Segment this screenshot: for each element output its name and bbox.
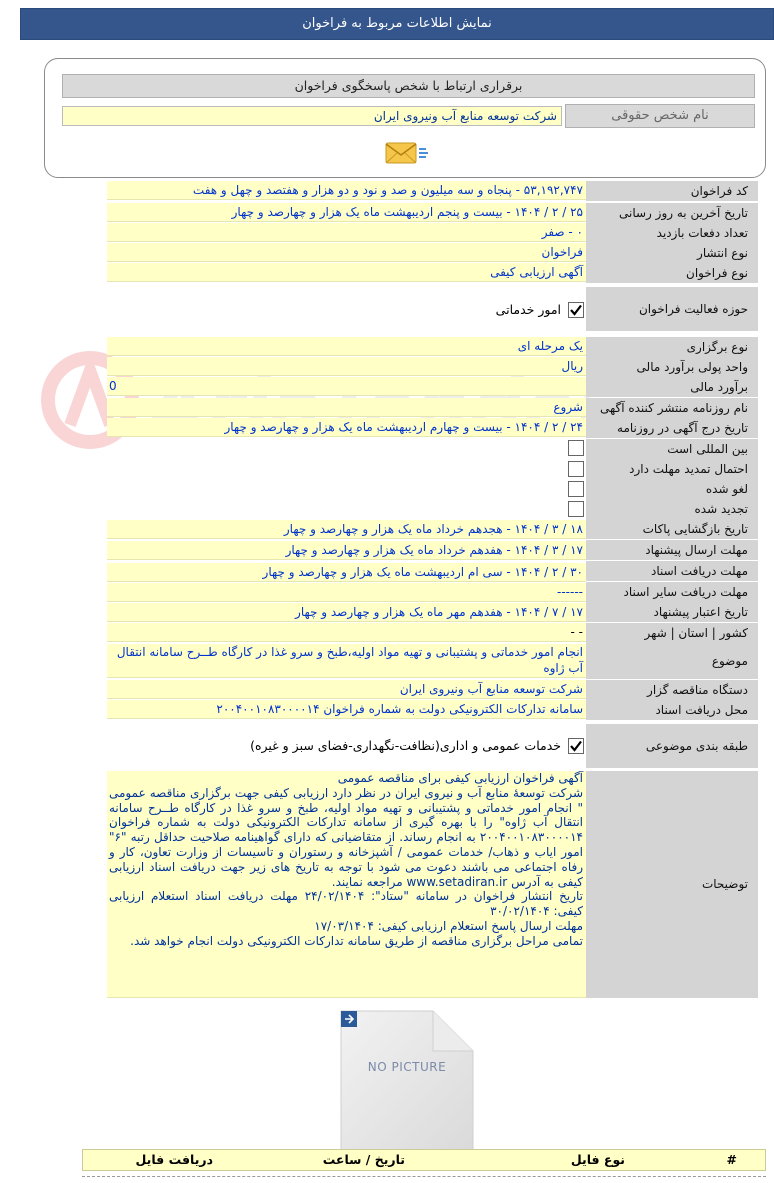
organizer-label: دستگاه مناقصه گزار: [586, 680, 758, 700]
subject-label: موضوع: [586, 643, 758, 679]
col-download: دریافت فایل: [135, 1152, 213, 1167]
validity-label: تاریخ اعتبار پیشنهاد: [586, 602, 758, 622]
call-type-label: نوع فراخوان: [586, 263, 758, 283]
organizer-value: شرکت توسعه منابع آب ونیروی ایران: [107, 680, 586, 699]
activity-value: امور خدماتی: [495, 302, 561, 317]
location-label: کشور | استان | شهر: [586, 623, 758, 643]
publish-type-value: فراخوان: [107, 243, 586, 262]
envelope-icon[interactable]: [384, 138, 430, 168]
newspaper-date-label: تاریخ درج آگهی در روزنامه: [586, 418, 758, 438]
cancelled-label: لغو شده: [586, 479, 758, 499]
doc-place-value: سامانه تدارکات الکترونیکی دولت به شماره فراخوان ۲۰۰۴۰۰۱۰۸۳۰۰۰۰۱۴: [107, 700, 586, 719]
category-checkbox[interactable]: [568, 738, 584, 754]
table-divider: [82, 1176, 766, 1177]
extension-checkbox[interactable]: [568, 461, 584, 477]
subject-value: انجام امور خدماتی و پشتیبانی و تهیه مواد اولیه،طبخ و سرو غذا در کارگاه طــرح سامانه انتقال آب ژاوه: [107, 644, 586, 678]
col-file-type: نوع فایل: [570, 1152, 625, 1167]
files-table-header: [82, 1149, 766, 1171]
validity-value: ۱۷ / ۷ / ۱۴۰۴ - هفدهم مهر ماه یک هزار و چهارصد و چهار: [107, 603, 586, 622]
visits-value: ۰ - صفر: [107, 223, 586, 242]
other-docs-value: ------: [107, 583, 586, 602]
last-update-value: ۲۵ / ۲ / ۱۴۰۴ - بیست و پنجم اردیبهشت ماه یک هزار و چهارصد و چهار: [107, 203, 586, 222]
doc-place-label: محل دریافت اسناد: [586, 700, 758, 720]
activity-checkbox[interactable]: [568, 302, 584, 318]
description-label: توضیحات: [586, 771, 758, 998]
submit-deadline-label: مهلت ارسال پیشنهاد: [586, 540, 758, 560]
currency-value: ریال: [107, 357, 586, 376]
submit-deadline-value: ۱۷ / ۳ / ۱۴۰۴ - هفدهم خرداد ماه یک هزار و چهارصد و چهار: [107, 541, 586, 560]
newspaper-date-value: ۲۴ / ۲ / ۱۴۰۴ - بیست و چهارم اردیبهشت ماه یک هزار و چهارصد و چهار: [107, 418, 586, 437]
contact-title: برقراری ارتباط با شخص پاسخگوی فراخوان: [62, 74, 755, 98]
international-checkbox[interactable]: [568, 440, 584, 456]
no-picture-text: NO PICTURE: [367, 1060, 447, 1074]
international-label: بین المللی است: [586, 439, 758, 459]
call-type-value: آگهی ارزیابی کیفی: [107, 263, 586, 282]
last-update-label: تاریخ آخرین به روز رسانی: [586, 203, 758, 223]
opening-date-value: ۱۸ / ۳ / ۱۴۰۴ - هجدهم خرداد ماه یک هزار و چهارصد و چهار: [107, 520, 586, 539]
location-value: - -: [107, 623, 586, 642]
currency-label: واحد پولی برآورد مالی: [586, 357, 758, 377]
renewed-checkbox[interactable]: [568, 501, 584, 517]
newspaper-label: نام روزنامه منتشر کننده آگهی: [586, 398, 758, 418]
doc-deadline-value: ۳۰ / ۲ / ۱۴۰۴ - سی ام اردیبهشت ماه یک هزار و چهارصد و چهار: [107, 563, 586, 582]
activity-label: حوزه فعالیت فراخوان: [586, 287, 758, 331]
publish-type-label: نوع انتشار: [586, 243, 758, 263]
opening-date-label: تاریخ بازگشایی پاکات: [586, 519, 758, 539]
estimate-value: 0: [107, 377, 586, 396]
renewed-label: تجدید شده: [586, 499, 758, 519]
cancelled-checkbox[interactable]: [568, 481, 584, 497]
call-code-label: کد فراخوان: [586, 181, 758, 201]
estimate-label: برآورد مالی: [586, 377, 758, 397]
hold-type-value: یک مرحله ای: [107, 337, 586, 356]
extension-label: احتمال تمدید مهلت دارد: [586, 459, 758, 479]
hold-type-label: نوع برگزاری: [586, 337, 758, 357]
no-picture-image: [337, 1005, 477, 1155]
category-label: طبقه بندی موضوعی: [586, 724, 758, 768]
category-value: خدمات عمومی و اداری(نظافت-نگهداری-فضای سبز و غیره): [250, 738, 561, 753]
legal-person-value: شرکت توسعه منابع آب ونیروی ایران: [62, 106, 562, 126]
newspaper-value: شروع: [107, 398, 586, 417]
visits-label: تعداد دفعات بازدید: [586, 223, 758, 243]
col-datetime: تاریخ / ساعت: [322, 1152, 405, 1167]
call-code-value: ۵۳,۱۹۲,۷۴۷ - پنجاه و سه میلیون و صد و نود و دو هزار و هفتصد و چهل و هفت: [107, 181, 586, 200]
col-index: #: [726, 1152, 737, 1167]
legal-person-label: نام شخص حقوقی: [565, 104, 755, 128]
page-header: نمایش اطلاعات مربوط به فراخوان: [20, 8, 774, 40]
doc-deadline-label: مهلت دریافت اسناد: [586, 561, 758, 581]
description-value: آگهی فراخوان ارزیابی کیفی برای مناقصه عمومی شرکت توسعهٔ منابع آب و نیروی ایران در نظر دارد ارزیابی کیفی جهت برگزاری مناقصه عمومی " انجام امور خدماتی و پشتیبانی و تهیه مواد اولیه، طبخ و سرو غذا در کارگاه طــرح سامانه انتقال آب ژاوه" را با بهره گیری از سامانه تدارکات الکترونیکی دولت به شماره فراخوان ۲۰۰۴۰۰۱۰۸۳۰۰۰۰۱۴ به انجام رساند. از متقاضیانی که دارای گواهینامه صلاحیت حداقل رتبه "۶" امور ایاب و ذهاب/ خدمات عمومی / آشپزخانه و رستوران و تاسیسات از وزارت تعاون، کار و رفاه اجتماعی می باشند دعوت می شود با توجه به تاریخ های زیر جهت دریافت اسناد ارزیابی کیفی به آدرس www.setadiran.ir مراجعه نمایند. تاریخ انتشار فراخوان در سامانه "ستاد": ۲۴/۰۲/۱۴۰۴ مهلت دریافت اسناد استعلام ارزیابی کیفی: ۳۰/۰۲/۱۴۰۴ مهلت ارسال پاسخ استعلام ارزیابی کیفی: ۱۷/۰۳/۱۴۰۴ تمامی مراحل برگزاری مناقصه از طریق سامانه تدارکات الکترونیکی دولت انجام خواهد شد.: [107, 771, 586, 998]
other-docs-label: مهلت دریافت سایر اسناد: [586, 582, 758, 602]
